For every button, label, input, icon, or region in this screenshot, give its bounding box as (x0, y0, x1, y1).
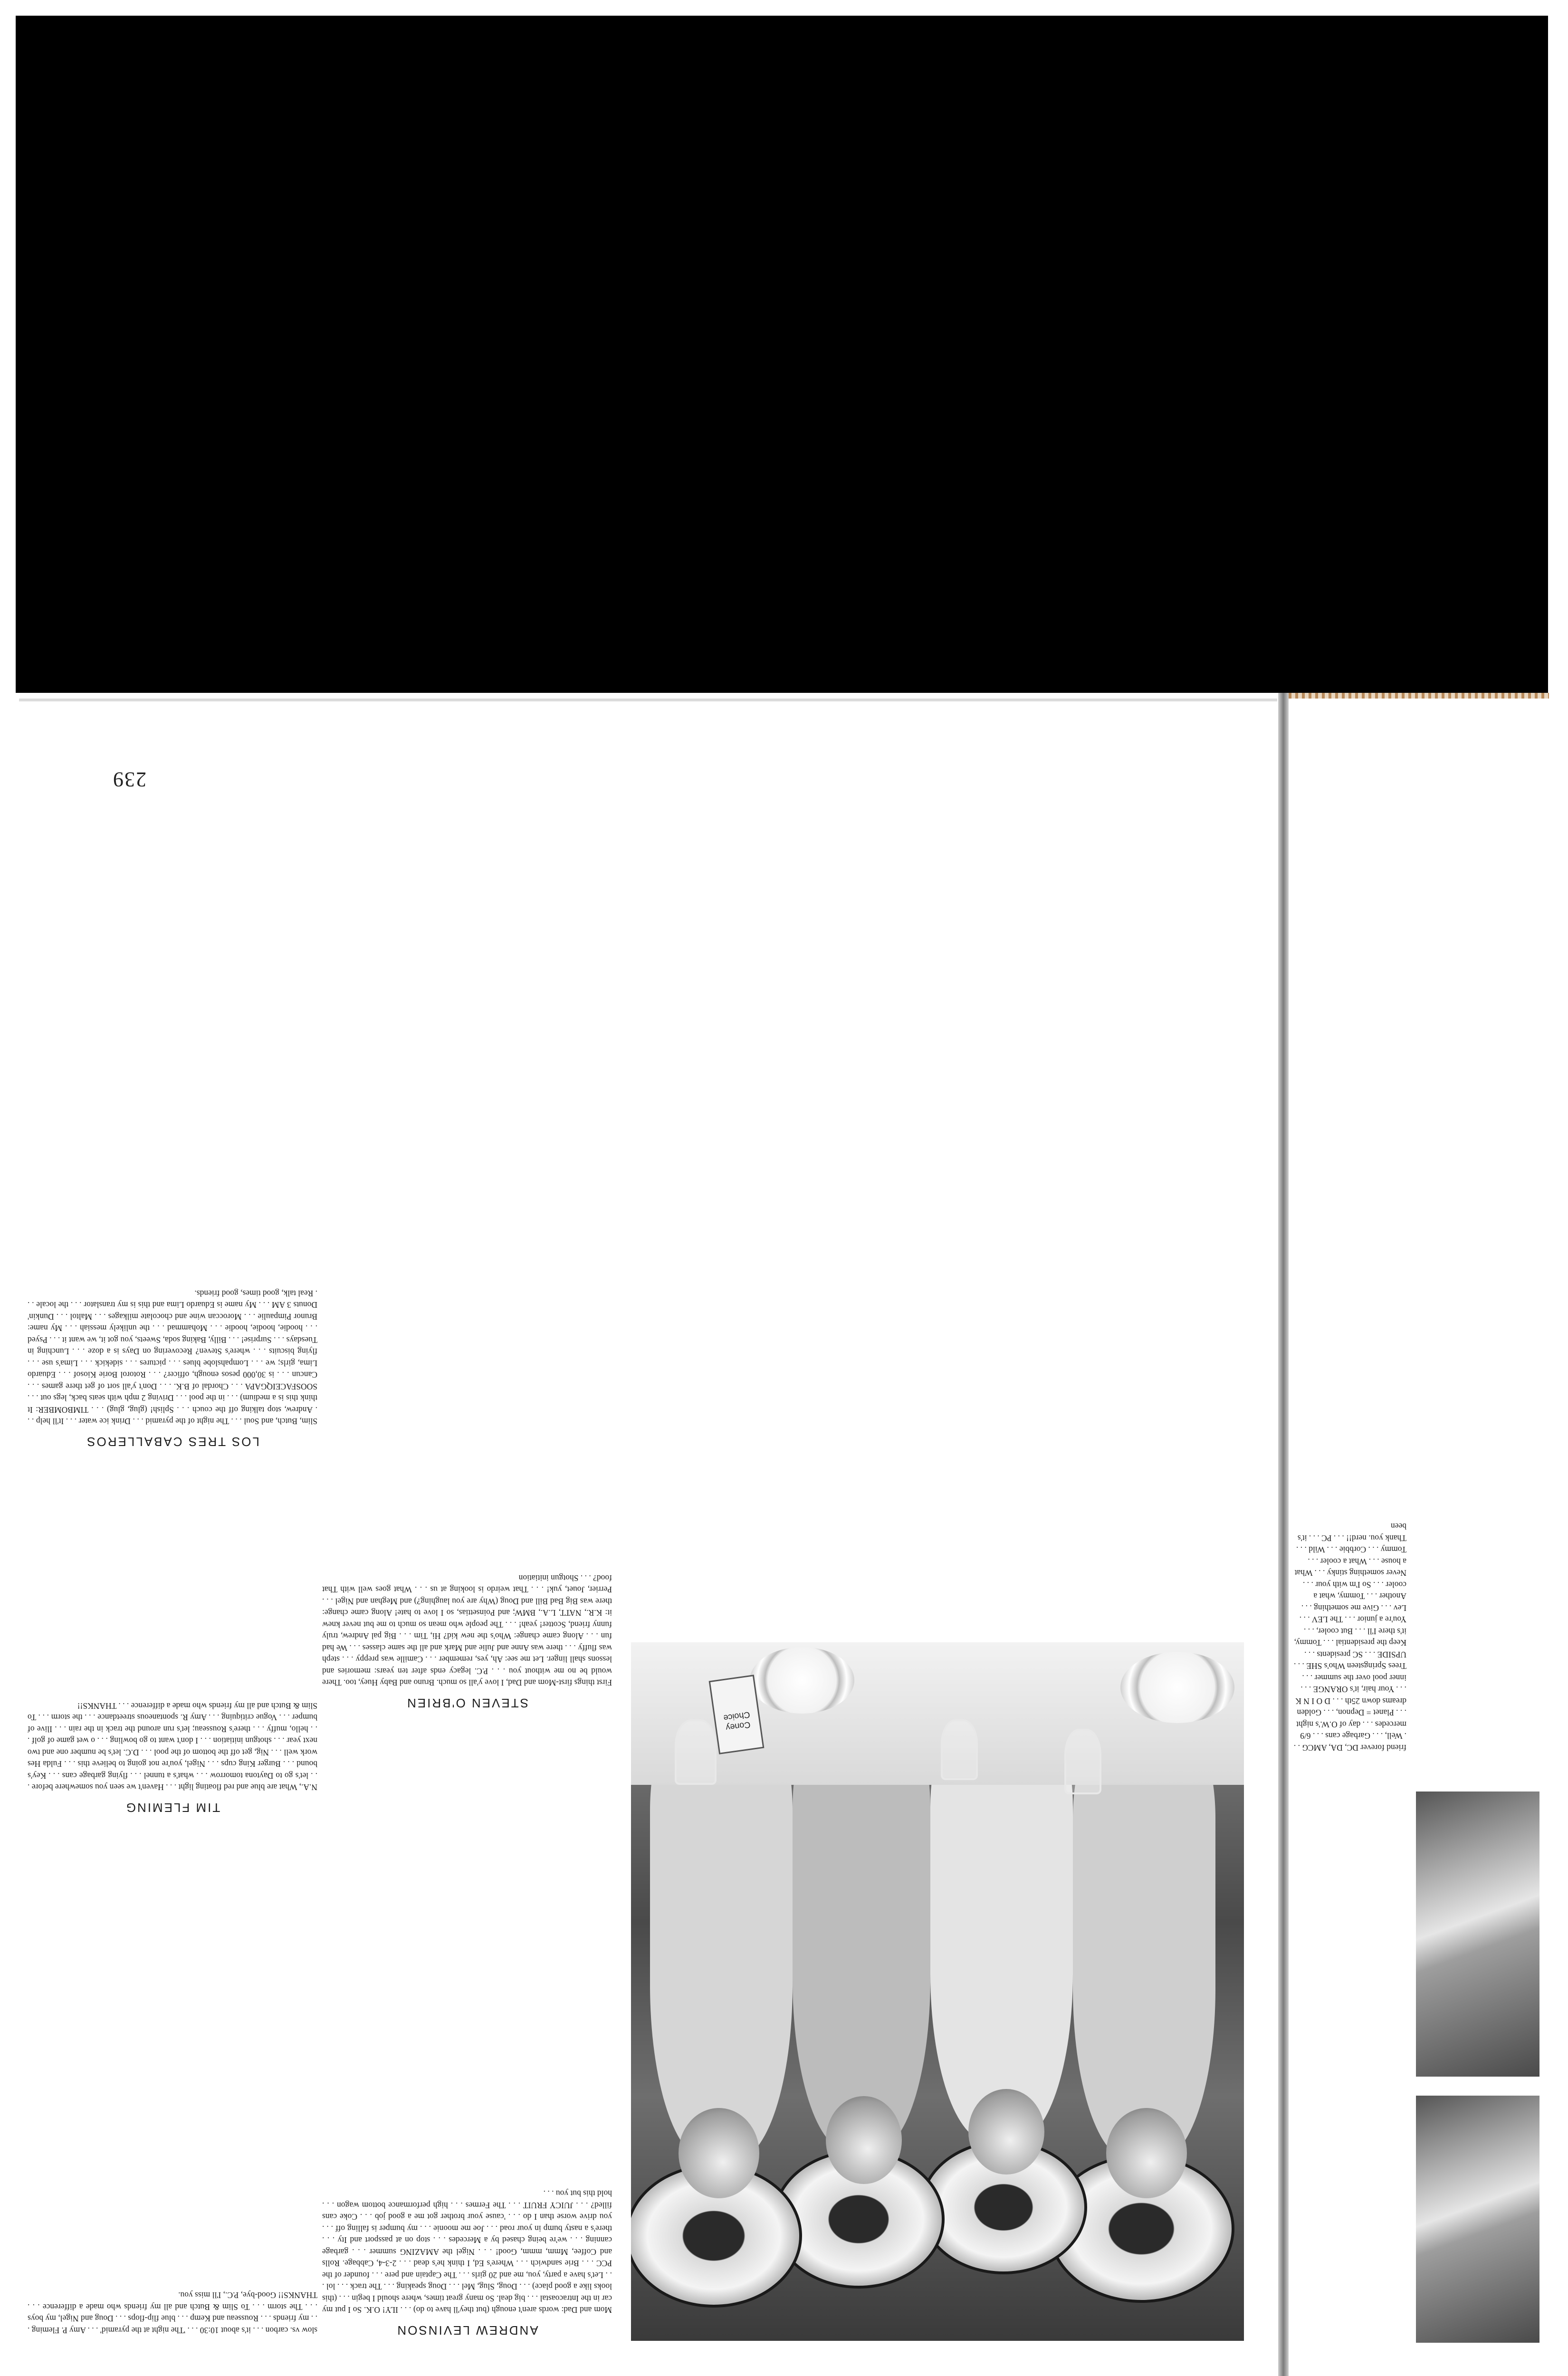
face (679, 2108, 759, 2198)
page-number: 239 (112, 768, 146, 791)
adjacent-text: friend forever DC, DA, AMCG . . . Well, . . . Garbage cans . . . 6/9 mercedes . . . day of O.W.'s night . . . Planet = Depnon, . . . Golden dreams down 25th . . . D O I N K . . . Your hair, it's ORANGE . . . inner pool over the summer . . . Trees Springsteen Who's SHE . . . UPSIDE . . . SC presidents . . . Keep the presidential . . . Tommy, it's there I'll . . . But cooler, . . . You're a junior . . . The LEV . . . Lev . . . Give me something . . . Another . . . Tommy, what a cooler . . . So I'm with your . . . Never something stinky . . . What a house . . . What a cooler . . . Tommy . . . Corbbie . . . Wild . . . Thank you. nerd!! . . . PC . . . it's been (1293, 1522, 1406, 1753)
adjacent-photo (1416, 2096, 1539, 2343)
plate (1120, 1652, 1234, 1723)
text-tim: N.A., What are blue and red floating light . . . Haven't we seen you somewhere before . . . let's go to Daytona tomorrow . . . what's a tunnel . . . flying garbage cans . . . Key's bound . . . Burger King cups . . . Nigel, you're not going to believe this . . . Fulda Hes work well . . . Nig, get off the bottom of the pool . . . D.C. let's be number one and two next year . . . shotgun initiation . . . I don't want to go bowling . . . o wet game of golf . . . hello, muffy . . . there's Rousseau; let's run around the track in the rain . . . Ilive of bumper . . . Vogue critiquing . . . Amy R. spontaneous streetdance . . . the storm . . . To Slim & Butch and all my friends who made a difference . . . THANKS!! (28, 1701, 317, 1792)
adjacent-page (1289, 699, 1549, 2371)
face (1106, 2108, 1187, 2198)
column-tim-main (28, 1696, 317, 1814)
wine-glass (675, 1719, 717, 1785)
table-card-label: Coney Choice (723, 1710, 751, 1733)
scan-background (16, 16, 1548, 693)
heading-tim: TIM FLEMING (124, 1801, 220, 1815)
person-3 (793, 1723, 930, 2151)
plate (750, 1647, 854, 1714)
face (826, 2096, 902, 2184)
yearbook-page (19, 699, 1277, 2374)
heading-steven: STEVEN O'BRIEN (406, 1696, 528, 1710)
column-steven (322, 1569, 612, 1709)
adjacent-text-column (1292, 1518, 1406, 1753)
adjacent-photo (1416, 1792, 1539, 2077)
column-tim (28, 2286, 317, 2336)
text-tim-extra: slow vs. carbon . . . it's about 10:30 . . . 'The night at the pyramid' . . . Amy P. Fleming . . . my friends . . . Rousseau and Kemp . . . blue flip-flops . . . Doug and Nigel, my boys . . . The storm . . . To Slim & Butch and all my friends who made a difference . . . THANKS!! Good-bye, P.C., I'll miss you. (28, 2290, 317, 2335)
group-photo (631, 1642, 1244, 2341)
adjacent-page-rotated (1289, 699, 1549, 2371)
wine-glass (1064, 1729, 1101, 1794)
heading-andrew: ANDREW LEVINSON (396, 2323, 538, 2338)
face (968, 2089, 1044, 2175)
book-spine (1278, 693, 1289, 2376)
text-steven: First things first-Mom and Dad, I love y'all so much. Bruno and Baby Huey, too. There would be no me without you . . . P.C. legacy ends after ten years: memories and lessons shall linger. Let me see: Ah, yes, remember . . . Camille was preppy . . . steph was fluffy . . . there was Anne and Julie and Mark and all the same classes . . . We had fun . . . Along came change: Who's the new kid? Hi, Tim . . . Big pal Andrew, truly funny friend, Scotter! yeah! . . . The people who mean so much to me but never knew it: K.R., NATT, L.A., BMW; and Poinsettias, so I love to hate! Along came change: there was Big Bad Bill and Doug (Why are you laughing?) and Meghan and Nigel . . . Perrier, Jouet, yuk! . . . That weirdo is looking at us . . . What goes well with That food? . . . Shotgun initiation (322, 1573, 612, 1688)
wine-glass (941, 1719, 978, 1780)
text-andrew: Mom and Dad: words aren't enough (but they'll have to do) . . . ILY! O.K. So I put my car in the Intracoastal . . . big deal. So many great times, where should I begin . . . (this looks like a good place) . . . Doug, Slug, Mel . . . Doug speaking . . . The track . . . lol . . . Let's have a party, you, me and 20 girls . . . The Captain and pere . . . founder of the PCC . . . Brie sandwich . . . Where's Ed, I think he's dead . . . 2-3-4, Cabbage. Rolls and Coffee, Mmm, mmm, Good! . . . Nigel the AMAZING summer . . . garbage canning . . . we're being chased by a Mercedes . . . stop on at passport and Ity . . . there's a nasty bump in your road . . . Joe me moonie . . . my bumper is falling off . . . you drive worse than I do . . . 'cause your brother got me a good job . . . Coke cans filled? . . . JUICY FRUIT . . . The Fermes . . . high performance bottom wagon . . . hold this but you . . . (322, 2189, 612, 2315)
column-caballeros (28, 1284, 317, 1448)
page-content-rotated (19, 701, 1277, 2374)
person-4 (650, 1723, 793, 2160)
person-1 (1073, 1733, 1215, 2160)
text-caballeros: Slim, Butch, and Soul . . . The night of the pyramid . . . Drink ice water . . . It'll help . . . Andrew, stop talking off the couch . . . Splish! (glug, glug) . . . TIMBOMBER: It think this is a medium) . . . in the pool . . . Driving 2 mph with seats back, legs out . . . SOOSFACEIQGAPA . . . Chordal of B.K. . . . Don't y'all sort of get there games . . . Cancun . . . is 30,000 pesos enough, officer? . . . Rotorol Borie Kiosof . . . Eduardo Lima, girls; we . . . Lompahslobe blues . . . pictures . . . sidekick . . . Lima's use . . . flying biscuits . . . where's Steven? Recovering on Days is a doze . . . Lunching in Tuesdays . . . Surprise! . . . Billy, Baking soda, Sweets, you got it, we want it . . . Psyed . . . hoodie, hoodie, hoodie . . . Mohammad . . . the unlikely messiah . . . My name: Brunor Pimpaulie . . . Moroccan wine and chocolate milkages . . . Maltol . . . Dunkin' Donuts 3 AM . . . My name is Eduardo Lima and this is my translator . . . the locale . . . Real talk, good times, good friends. (28, 1289, 317, 1427)
person-2 (930, 1723, 1073, 2141)
column-andrew (322, 2184, 612, 2336)
heading-caballeros: LOS TRES CABALLEROS (86, 1435, 259, 1449)
